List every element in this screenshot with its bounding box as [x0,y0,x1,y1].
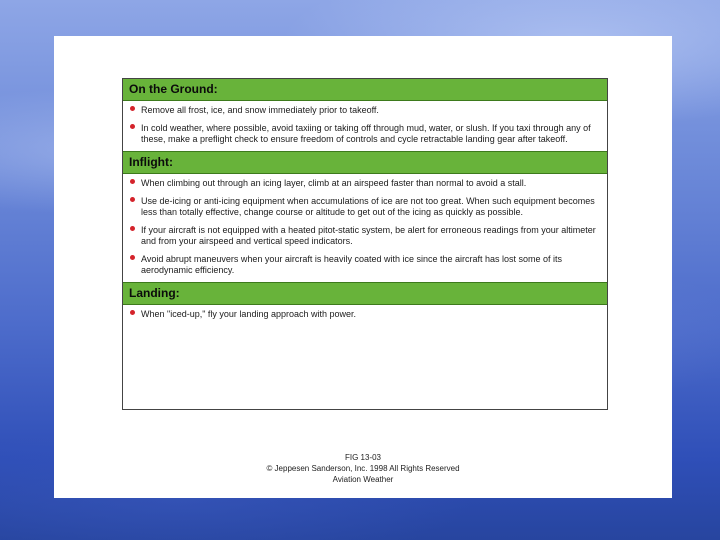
list-item [129,309,601,320]
list-item-text: Remove all frost, ice, and snow immediately prior to takeoff. [141,105,379,115]
list-item-text: When climbing out through an icing layer, climb at an airspeed faster than normal to avoid a stall. [141,178,527,188]
figure-number: FIG 13-03 [344,453,381,462]
list-item-text: Use de-icing or anti-icing equipment when accumulations of ice are not too great. When such equipment becomes less than totally effective, change course or altitude to get out of the icing as quickly as possible. [141,196,595,217]
list-item [129,254,601,276]
bullet-icon [130,124,135,129]
bullet-icon [130,197,135,202]
section-header-landing: Landing: [123,282,607,305]
bullet-icon [130,179,135,184]
bullet-icon [130,310,135,315]
section-body-landing [123,305,607,326]
figure-caption [54,452,672,485]
copyright-notice: © Jeppesen Sanderson, Inc. 1998 All Rights Reserved [266,464,460,473]
list-item [129,178,601,189]
list-item [129,225,601,247]
caption-subject: Aviation Weather [332,475,394,484]
section-header-inflight: Inflight: [123,151,607,174]
bullet-icon [130,255,135,260]
list-item-text: Avoid abrupt maneuvers when your aircraft is heavily coated with ice since the aircraft has lost some of its aerodynamic efficiency. [141,254,563,275]
section-header-on-the-ground: On the Ground: [123,79,607,101]
figure-box [122,78,608,410]
list-item-text: If your aircraft is not equipped with a heated pitot-static system, be alert for erroneous readings from your altimeter and from your airspeed and vertical speed indicators. [141,225,596,246]
list-item-text: In cold weather, where possible, avoid taxiing or taking off through mud, water, or slush. If you taxi through any of these, make a preflight check to ensure freedom of controls and cycle retractable landing gear after takeoff. [141,123,591,144]
list-item-text: When "iced-up," fly your landing approach with power. [141,309,357,319]
list-item [129,105,601,116]
bullet-icon [130,106,135,111]
list-item [129,196,601,218]
list-item [129,123,601,145]
slide-panel [54,36,672,498]
section-body-on-the-ground [123,101,607,151]
section-body-inflight [123,174,607,282]
bullet-icon [130,226,135,231]
